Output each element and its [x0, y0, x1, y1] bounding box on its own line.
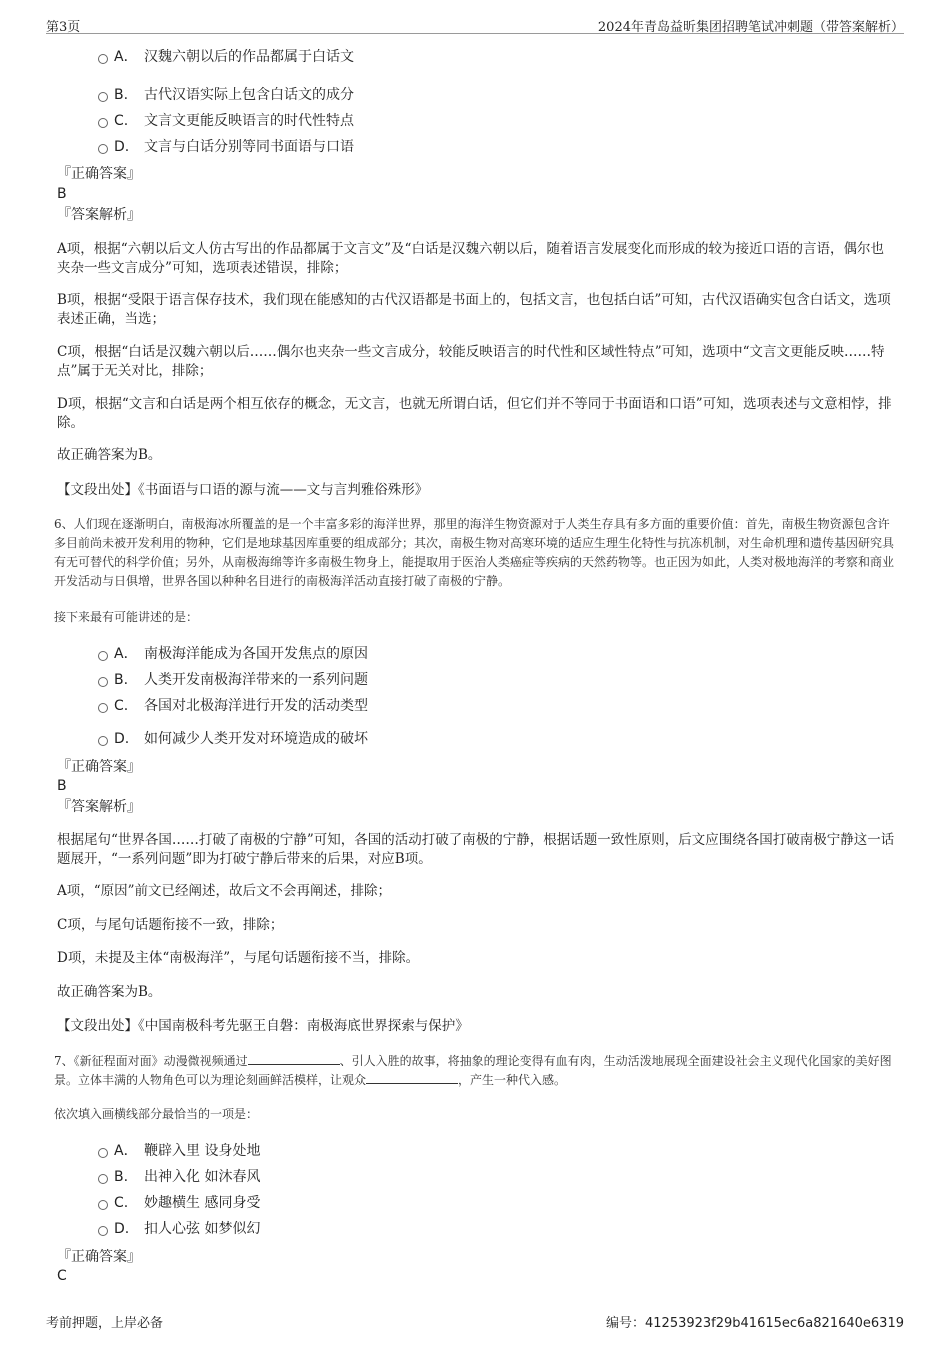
radio-icon[interactable] — [98, 703, 108, 713]
fill-blank-2[interactable] — [366, 1072, 458, 1084]
document-title: 2024年青岛益昕集团招聘笔试冲刺题（带答案解析） — [597, 20, 904, 35]
q5-option-c[interactable]: C. 文言文更能反映语言的时代性特点 — [98, 111, 354, 131]
q5-analysis-c: C项，根据“白话是汉魏六朝以后……偶尔也夹杂一些文言成分，较能反映语言的时代性和区域性特点”可知，选项中“文言文更能反映……特点”属于无关对比，排除； — [57, 344, 885, 379]
q7-option-d[interactable]: D. 扣人心弦 如梦似幻 — [98, 1219, 260, 1239]
q5-analysis-label: 『答案解析』 — [57, 207, 141, 223]
radio-icon[interactable] — [98, 677, 108, 687]
page-header — [46, 14, 904, 34]
page-number: 第3页 — [46, 20, 81, 35]
q6-analysis-d: D项，未提及主体“南极海洋”，与尾句话题衔接不当，排除。 — [57, 950, 420, 966]
q6-option-d[interactable]: D. 如何减少人类开发对环境造成的破坏 — [98, 729, 368, 749]
q7-option-c[interactable]: C. 妙趣横生 感同身受 — [98, 1193, 260, 1213]
q6-analysis-main: 根据尾句“世界各国……打破了南极的宁静”可知，各国的活动打破了南极的宁静，根据话题一致性原则，后文应围绕各国打破南极宁静这一话题展开，“一系列问题”即为打破宁静后带来的后果，对应B项。 — [57, 832, 895, 867]
radio-icon[interactable] — [98, 1148, 108, 1158]
q5-analysis-d: D项，根据“文言和白话是两个相互依存的概念，无文言，也就无所谓白话，但它们并不等同于书面语和口语”可知，选项表述与文意相悖，排除。 — [57, 396, 892, 431]
q5-analysis-b: B项，根据“受限于语言保存技术，我们现在能感知的古代汉语都是书面上的，包括文言，也包括白话”可知，古代汉语确实包含白话文，选项表述正确，当选； — [57, 292, 891, 327]
radio-icon[interactable] — [98, 118, 108, 128]
q6-option-b[interactable]: B. 人类开发南极海洋带来的一系列问题 — [98, 670, 368, 690]
radio-icon[interactable] — [98, 144, 108, 154]
q5-answer-label: 『正确答案』 — [57, 166, 141, 182]
q6-analysis-a: A项，“原因”前文已经阐述，故后文不会再阐述，排除； — [57, 883, 392, 899]
radio-icon[interactable] — [98, 736, 108, 746]
q5-option-b[interactable]: B. 古代汉语实际上包含白话文的成分 — [98, 85, 354, 105]
q6-option-c[interactable]: C. 各国对北极海洋进行开发的活动类型 — [98, 696, 368, 716]
q5-analysis-a: A项，根据“六朝以后文人仿古写出的作品都属于文言文”及“白话是汉魏六朝以后，随着语言发展变化而形成的较为接近口语的言语，偶尔也夹杂一些文言成分”可知，选项表述错误，排除； — [57, 241, 884, 276]
radio-icon[interactable] — [98, 1174, 108, 1184]
q6-conclusion: 故正确答案为B。 — [57, 984, 162, 1000]
q7-passage: 7、《新征程面对面》动漫微视频通过 、引人入胜的故事，将抽象的理论变得有血有肉，生动活泼地展现全面建设社会主义现代化国家的美好图景。立体丰满的人物角色可以为理论刻画鲜活模样，让观众 ，产生一种代入感。 — [54, 1054, 892, 1087]
radio-icon[interactable] — [98, 651, 108, 661]
q5-option-a[interactable]: A． 汉魏六朝以后的作品都属于白话文 — [98, 47, 354, 67]
q5-conclusion: 故正确答案为B。 — [57, 447, 162, 463]
radio-icon[interactable] — [98, 1200, 108, 1210]
q7-answer-label: 『正确答案』 — [57, 1249, 141, 1265]
q6-option-a[interactable]: A． 南极海洋能成为各国开发焦点的原因 — [98, 644, 368, 664]
q5-option-d[interactable]: D. 文言与白话分别等同书面语与口语 — [98, 137, 354, 157]
q7-option-a[interactable]: A． 鞭辟入里 设身处地 — [98, 1141, 260, 1161]
q5-answer: B — [57, 186, 67, 202]
q7-prompt: 依次填入画横线部分最恰当的一项是： — [54, 1107, 259, 1121]
radio-icon[interactable] — [98, 92, 108, 102]
q6-answer-label: 『正确答案』 — [57, 759, 141, 775]
radio-icon[interactable] — [98, 1226, 108, 1236]
fill-blank-1[interactable] — [248, 1053, 340, 1065]
q6-answer: B — [57, 778, 67, 794]
q6-analysis-label: 『答案解析』 — [57, 799, 141, 815]
q6-source: 【文段出处】《中国南极科考先驱王自磐：南极海底世界探索与保护》 — [57, 1018, 469, 1034]
q6-analysis-c: C项，与尾句话题衔接不一致，排除； — [57, 917, 284, 933]
q7-answer: C — [57, 1268, 67, 1284]
footer-slogan: 考前押题，上岸必备 — [46, 1316, 164, 1331]
q5-source: 【文段出处】《书面语与口语的源与流——文与言判雅俗殊形》 — [57, 482, 429, 498]
q7-option-b[interactable]: B. 出神入化 如沐春风 — [98, 1167, 260, 1187]
q6-passage: 6、人们现在逐渐明白，南极海冰所覆盖的是一个丰富多彩的海洋世界，那里的海洋生物资源对于人类生存具有多方面的重要价值：首先，南极生物资源包含许多目前尚未被开发利用的物种，它们是地球基因库重要的组成部分；其次，南极生物对高寒环境的适应生理生化特性与抗冻机制，对生命机理和遗传基因研究具有无可替代的科学价值；另外，从南极海绵等许多南极生物身上，能提取用于医治人类癌症等疾病的天然药物等。也正因为如此，人类对极地海洋的考察和商业开发活动与日俱增，世界各国以种种名目进行的南极海洋活动直接打破了南极的宁静。 — [54, 517, 895, 588]
footer-serial: 编号：41253923f29b41615ec6a821640e6319 — [606, 1316, 904, 1331]
radio-icon[interactable] — [98, 54, 108, 64]
q6-prompt: 接下来最有可能讲述的是： — [54, 610, 199, 624]
